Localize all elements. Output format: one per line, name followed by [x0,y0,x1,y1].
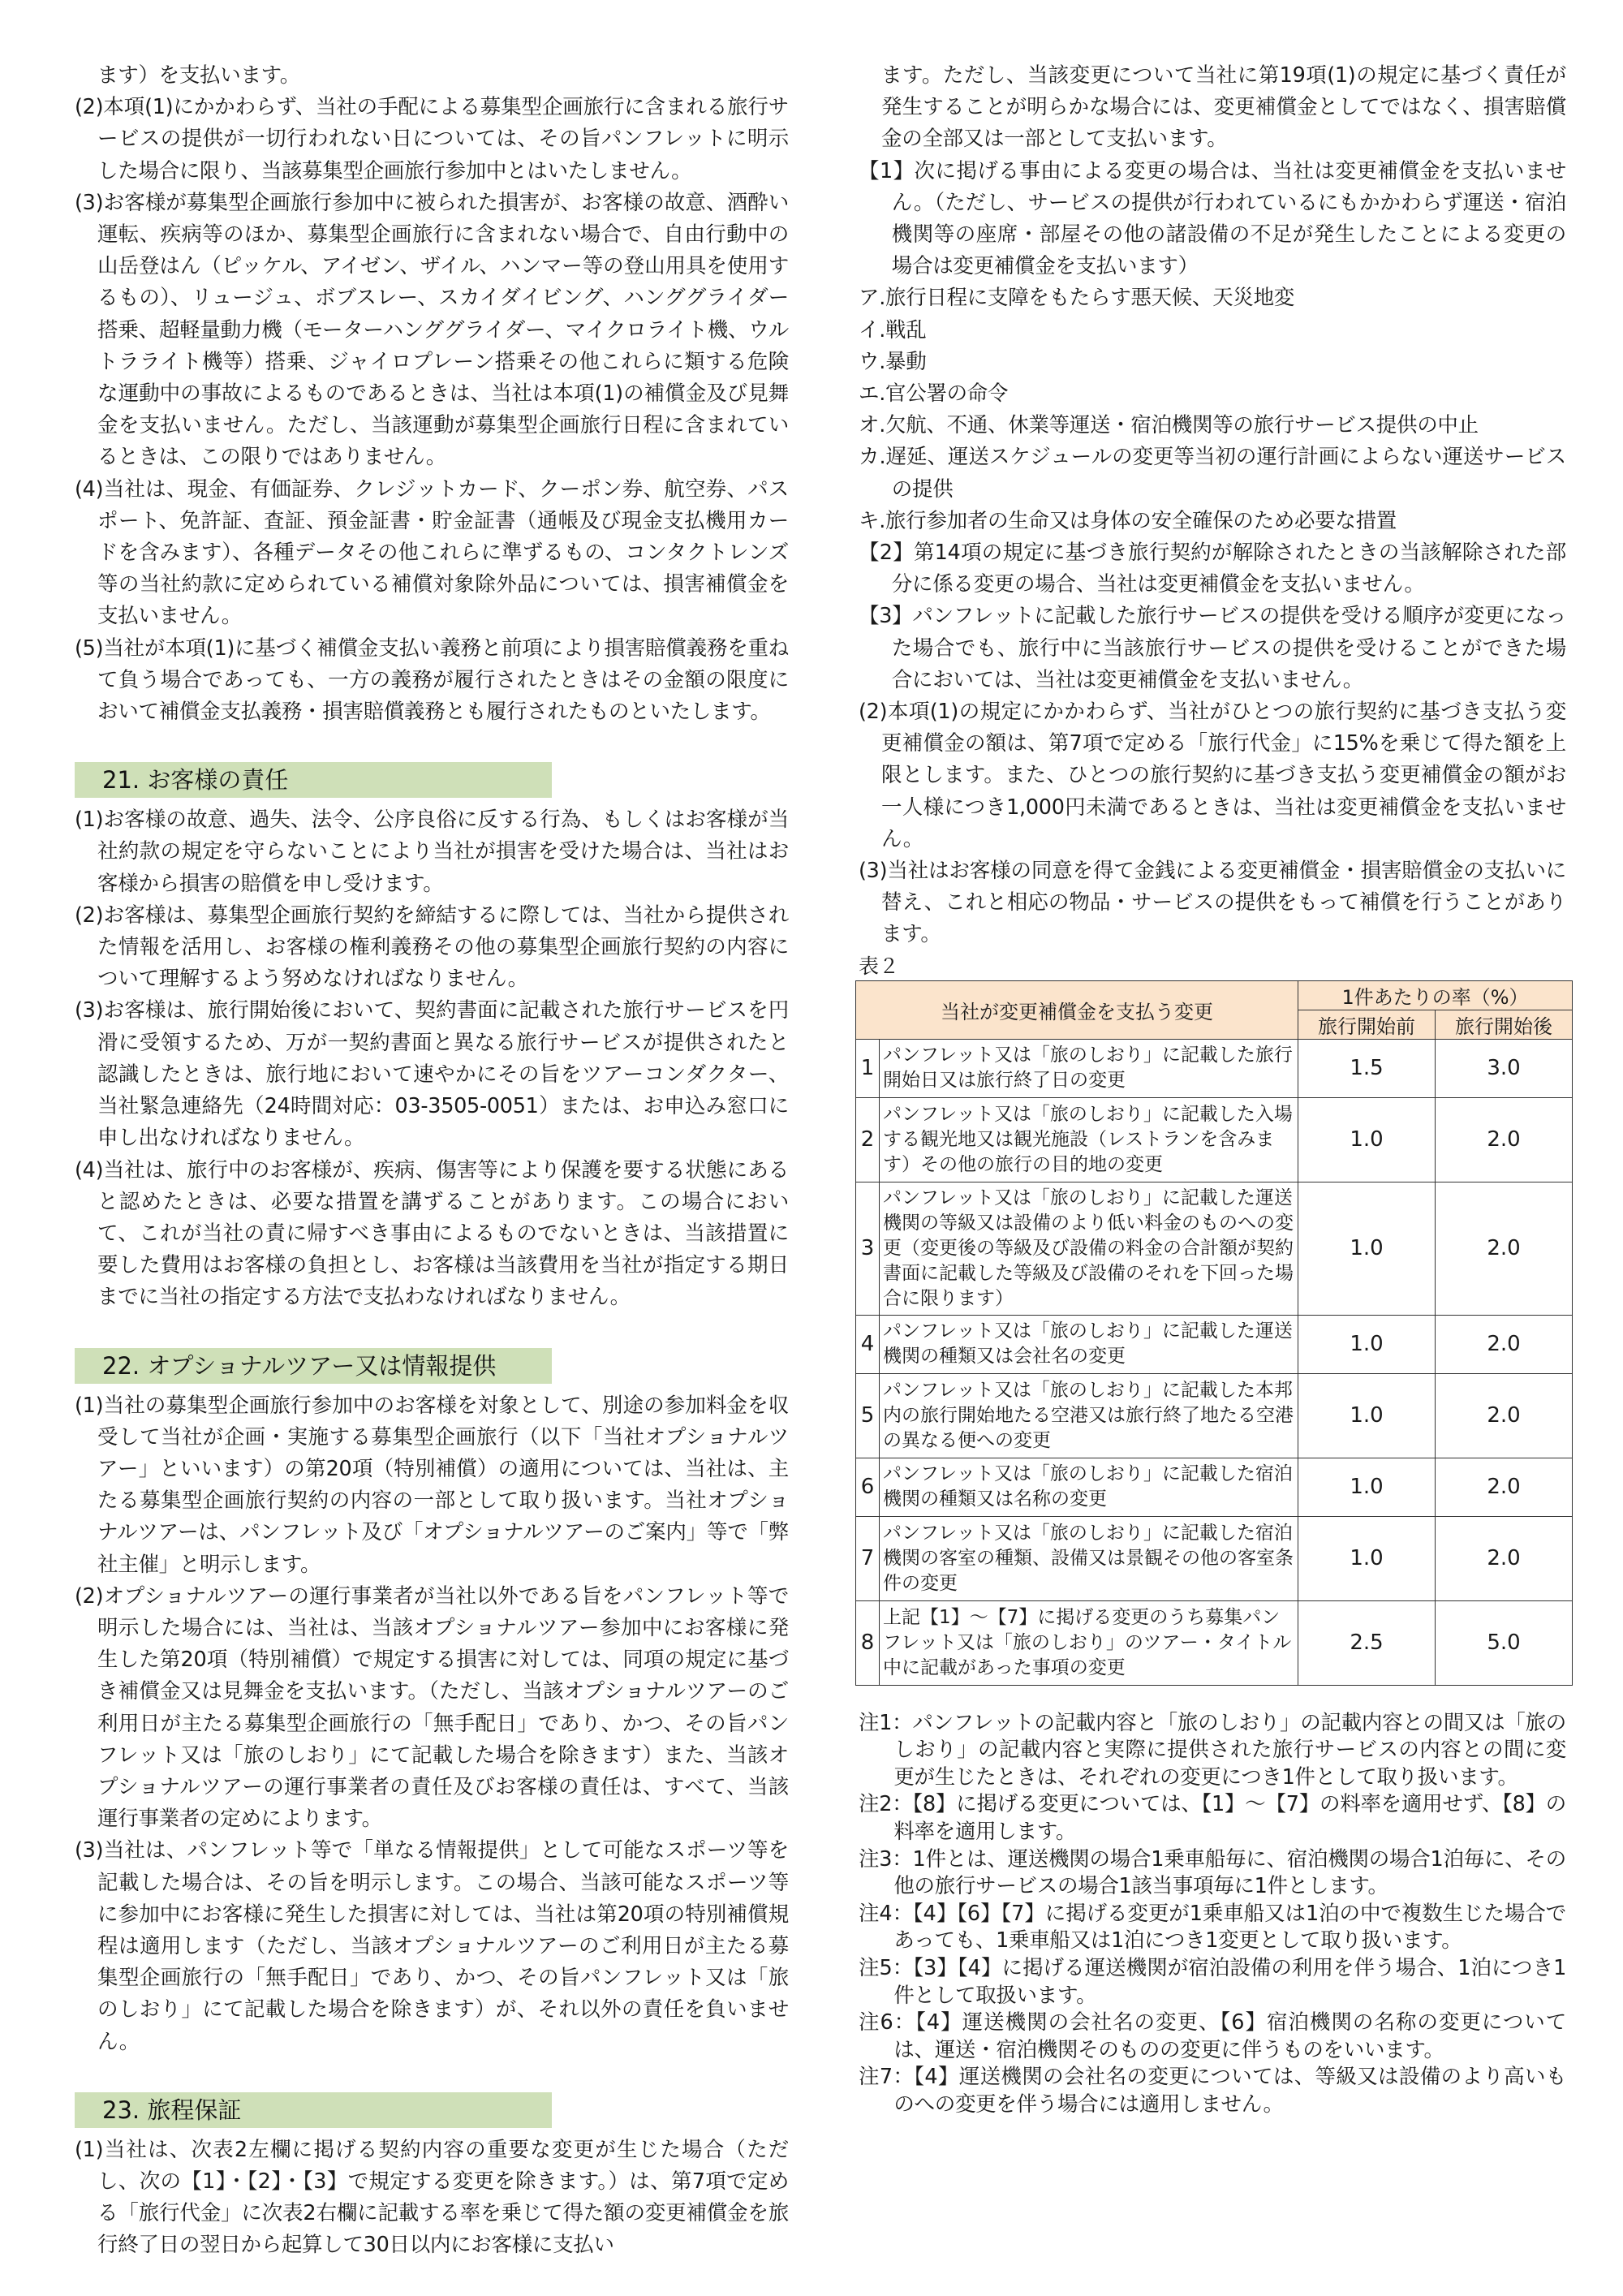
section-23-body [75,2134,789,2262]
row-description: パンフレット又は「旅のしおり」に記載した入場する観光地又は観光施設（レストランを含みます）その他の旅行の目的地の変更 [880,1097,1298,1182]
rate-before: 1.0 [1298,1516,1436,1600]
paragraph: (1)当社の募集型企画旅行参加中のお客様を対象として、別途の参加料金を収受して当社が企画・実施する募集型企画旅行（以下「当社オプショナルツアー」といいます）の第20項（特別補償）の適用については、当社は、主たる募集型企画旅行契約の内容の一部として取り扱います。当社オプショナルツアーは、パンフレット及び「オプショナルツアーのご案内」等で「弊社主催」と明示します。 [75,1393,789,1577]
section-22-title: 22. オプショナルツアー又は情報提供 [75,1348,552,1384]
rate-after: 2.0 [1436,1516,1573,1600]
rate-after: 2.0 [1436,1182,1573,1315]
paragraph: 【3】パンフレットに記載した旅行サービスの提供を受ける順序が変更になった場合でも、旅行中に当該旅行サービスの提供を受けることができた場合においては、当社は変更補償金を支払いません。 [859,604,1566,692]
paragraph: ます。ただし、当該変更について当社に第19項(1)の規定に基づく責任が発生することが明らかな場合には、変更補償金としてではなく、損害賠償金の全部又は一部として支払います。 [881,63,1566,152]
paragraph: 【2】第14項の規定に基づき旅行契約が解除されたときの当該解除された部分に係る変更の場合、当社は変更補償金を支払いません。 [859,541,1566,597]
rate-before: 1.0 [1298,1182,1436,1315]
paragraph: (1)当社は、次表2左欄に掲げる契約内容の重要な変更が生じた場合（ただし、次の【1】・【2】・【3】で規定する変更を除きます。）は、第7項で定める「旅行代金」に次表2右欄に記載する率を乗じて得た額の変更補償金を旅行終了日の翌日から起算して30日以内にお客様に支払い [75,2137,789,2258]
note-7: 注7：【4】運送機関の会社名の変更については、等級又は設備のより高いものへの変更を伴う場合には適用しません。 [859,2065,1566,2117]
rate-after: 3.0 [1436,1039,1573,1097]
table-row [856,1182,1573,1315]
note-5: 注5：【3】【4】に掲げる運送機関が宿泊設備の利用を伴う場合、1泊につき1件として取扱います。 [859,1956,1566,2008]
row-number: 3 [856,1182,880,1315]
list-item: キ.旅行参加者の生命又は身体の安全確保のため必要な措置 [859,508,1397,533]
list-item: エ.官公署の命令 [859,381,1009,407]
row-number: 2 [856,1097,880,1182]
paragraph: (5)当社が本項(1)に基づく補償金支払い義務と前項により損害賠償義務を重ねて負う場合であっても、一方の義務が履行されたときはその金額の限度において補償金支払義務・損害賠償義務とも履行されたものといたします。 [75,635,789,725]
rate-before: 1.0 [1298,1097,1436,1182]
paragraph: (3)お客様は、旅行開始後において、契約書面に記載された旅行サービスを円滑に受領するため、万が一契約書面と異なる旅行サービスが提供されたと認識したときは、旅行地において速やかにその旨をツアーコンダクター、当社緊急連絡先（24時間対応：03-3505-0051）または、お申込み窓口に申し出なければなりません。 [75,998,789,1151]
rate-after: 2.0 [1436,1458,1573,1516]
paragraph: (2)本項(1)の規定にかかわらず、当社がひとつの旅行契約に基づき支払う変更補償金の額は、第7項で定める「旅行代金」に15%を乗じて得た額を上限とします。また、ひとつの旅行契約に基づき支払う変更補償金の額がお一人様につき1,000円未満であるときは、当社は変更補償金を支払いません。 [859,700,1566,851]
list-item: ウ.暴動 [859,349,927,374]
row-number: 6 [856,1458,880,1516]
rate-after: 2.0 [1436,1373,1573,1458]
list-item: カ.遅延、運送スケジュールの変更等当初の運行計画によらない運送サービスの提供 [859,445,1566,502]
row-number: 1 [856,1039,880,1097]
note-1: 注1：パンフレットの記載内容と「旅のしおり」の記載内容との間又は「旅のしおり」の記載内容と実際に提供された旅行サービスの内容との間に変更が生じたときは、それぞれの変更につき1件として取り扱います。 [859,1710,1566,1790]
row-description: パンフレット又は「旅のしおり」に記載した運送機関の種類又は会社名の変更 [880,1315,1298,1373]
rate-before: 1.5 [1298,1039,1436,1097]
table-label: 表２ [859,954,900,978]
left-column [75,60,789,2262]
section-20-continued [75,60,789,728]
header-before: 旅行開始前 [1298,1010,1436,1039]
rate-after: 2.0 [1436,1315,1573,1373]
right-column [859,60,1566,2119]
row-description: 上記【1】～【7】に掲げる変更のうち募集パンフレット又は「旅のしおり」のツアー・タイトル中に記載があった事項の変更 [880,1600,1298,1685]
header-rate: 1件あたりの率（%） [1298,980,1573,1010]
row-description: パンフレット又は「旅のしおり」に記載した宿泊機関の種類又は名称の変更 [880,1458,1298,1516]
table-row [856,1039,1573,1097]
table-row [856,1097,1573,1182]
rate-before: 1.0 [1298,1458,1436,1516]
rate-before: 1.0 [1298,1373,1436,1458]
list-item: オ.欠航、不通、休業等運送・宿泊機関等の旅行サービス提供の中止 [859,413,1479,438]
section-21-title: 21. お客様の責任 [75,762,552,798]
row-description: パンフレット又は「旅のしおり」に記載した運送機関の等級又は設備のより低い料金のものへの変更（変更後の等級及び設備の料金の合計額が契約書面に記載した等級及び設備のそれを下回った場合に限ります） [880,1182,1298,1315]
paragraph: (3)当社はお客様の同意を得て金銭による変更補償金・損害賠償金の支払いに替え、これと相応の物品・サービスの提供をもって補償を行うことがあります。 [859,859,1566,947]
paragraph: (3)当社は、パンフレット等で「単なる情報提供」として可能なスポーツ等を記載した場合は、その旨を明示します。この場合、当該可能なスポーツ等に参加中にお客様に発生した損害に対しては、当社は第20項の特別補償規程は適用します（ただし、当該オプショナルツアーのご利用日が主たる募集型企画旅行の「無手配日」であり、かつ、その旨パンフレット又は「旅のしおり」にて記載した場合を除きます）が、それ以外の責任を負いません。 [75,1838,789,2054]
paragraph: (1)お客様の故意、過失、法令、公序良俗に反する行為、もしくはお客様が当社約款の規定を守らないことにより当社が損害を受けた場合は、当社はお客様から損害の賠償を申し受けます。 [75,808,789,896]
rate-after: 2.0 [1436,1097,1573,1182]
table-row [856,1373,1573,1458]
rate-before: 2.5 [1298,1600,1436,1685]
paragraph: (4)当社は、旅行中のお客様が、疾病、傷害等により保護を要する状態にあると認めたときは、必要な措置を講ずることがあります。この場合において、これが当社の責に帰すべき事由によるものでないときは、当該措置に要した費用はお客様の負担とし、お客様は当該費用を当社が指定する期日までに当社の指定する方法で支払わなければなりません。 [75,1157,789,1310]
row-description: パンフレット又は「旅のしおり」に記載した宿泊機関の客室の種類、設備又は景観その他の客室条件の変更 [880,1516,1298,1600]
notes [859,1710,1566,2119]
rate-after: 5.0 [1436,1600,1573,1685]
paragraph: (2)本項(1)にかかわらず、当社の手配による募集型企画旅行に含まれる旅行サービスの提供が一切行われない日については、その旨パンフレットに明示した場合に限り、当該募集型企画旅行参加中とはいたしません。 [75,95,789,183]
table-row [856,1516,1573,1600]
section-22-body [75,1390,789,2058]
paragraph: (2)オプショナルツアーの運行事業者が当社以外である旨をパンフレット等で明示した場合には、当社は、当該オプショナルツアー参加中にお客様に発生した第20項（特別補償）で規定する損害に対しては、同項の規定に基づき補償金又は見舞金を支払います。（ただし、当該オプショナルツアーのご利用日が主たる募集型企画旅行の「無手配日」であり、かつ、その旨パンフレット又は「旅のしおり」にて記載した場合を除きます）また、当該オプショナルツアーの運行事業者の責任及びお客様の責任は、すべて、当該運行事業者の定めによります。 [75,1583,789,1832]
row-description: パンフレット又は「旅のしおり」に記載した旅行開始日又は旅行終了日の変更 [880,1039,1298,1097]
note-4: 注4：【4】【6】【7】に掲げる変更が1乗車船又は1泊の中で複数生じた場合であっても、1乗車船又は1泊につき1変更として取り扱います。 [859,1901,1566,1954]
note-3: 注3：1件とは、運送機関の場合1乗車船毎に、宿泊機関の場合1泊毎に、その他の旅行サービスの場合1該当事項毎に1件とします。 [859,1846,1566,1899]
paragraph: 【1】次に掲げる事由による変更の場合は、当社は変更補償金を支払いません。（ただし、サービスの提供が行われているにもかかわらず運送・宿泊機関等の座席・部屋その他の諸設備の不足が発生したことによる変更の場合は変更補償金を支払います） [859,158,1566,279]
section-23-continued [859,60,1566,951]
paragraph: (3)お客様が募集型企画旅行参加中に被られた損害が、お客様の故意、酒酔い運転、疾病等のほか、募集型企画旅行に含まれない場合で、自由行動中の山岳登はん（ピッケル、アイゼン、ザイル、ハンマー等の登山用具を使用するもの）、リュージュ、ボブスレー、スカイダイビング、ハンググライダー搭乗、超軽量動力機（モーターハンググライダー、マイクロライト機、ウルトラライト機等）搭乗、ジャイロプレーン搭乗その他これらに類する危険な運動中の事故によるものであるときは、当社は本項(1)の補償金及び見舞金を支払いません。ただし、当該運動が募集型企画旅行日程に含まれているときは、この限りではありません。 [75,190,789,470]
header-after: 旅行開始後 [1436,1010,1573,1039]
rate-before: 1.0 [1298,1315,1436,1373]
row-description: パンフレット又は「旅のしおり」に記載した本邦内の旅行開始地たる空港又は旅行終了地たる空港の異なる便への変更 [880,1373,1298,1458]
row-number: 7 [856,1516,880,1600]
table-row [856,1315,1573,1373]
list-item: ア.旅行日程に支障をもたらす悪天候、天災地変 [859,286,1295,311]
table-row [856,1600,1573,1685]
row-number: 8 [856,1600,880,1685]
paragraph: (4)当社は、現金、有価証券、クレジットカード、クーポン券、航空券、パスポート、免許証、査証、預金証書・貯金証書（通帳及び現金支払機用カードを含みます）、各種データその他これらに準ずるもの、コンタクトレンズ等の当社約款に定められている補償対象除外品については、損害補償金を支払いません。 [75,476,789,629]
list-item: イ.戦乱 [859,317,927,342]
compensation-rate-table [855,980,1573,1686]
paragraph: ます）を支払います。 [97,63,301,88]
header-change: 当社が変更補償金を支払う変更 [856,980,1298,1039]
section-23-title: 23. 旅程保証 [75,2092,552,2128]
row-number: 4 [856,1315,880,1373]
table-row [856,1458,1573,1516]
row-number: 5 [856,1373,880,1458]
note-6: 注6：【4】運送機関の会社名の変更、【6】宿泊機関の名称の変更については、運送・宿泊機関そのものの変更に伴うものをいいます。 [859,2010,1566,2062]
section-21-body [75,804,789,1313]
paragraph: (2)お客様は、募集型企画旅行契約を締結するに際しては、当社から提供された情報を活用し、お客様の権利義務その他の募集型企画旅行契約の内容について理解するよう努めなければなりません。 [75,902,789,992]
note-2: 注2：【8】に掲げる変更については、【1】～【7】の料率を適用せず、【8】の料率を適用します。 [859,1792,1566,1845]
